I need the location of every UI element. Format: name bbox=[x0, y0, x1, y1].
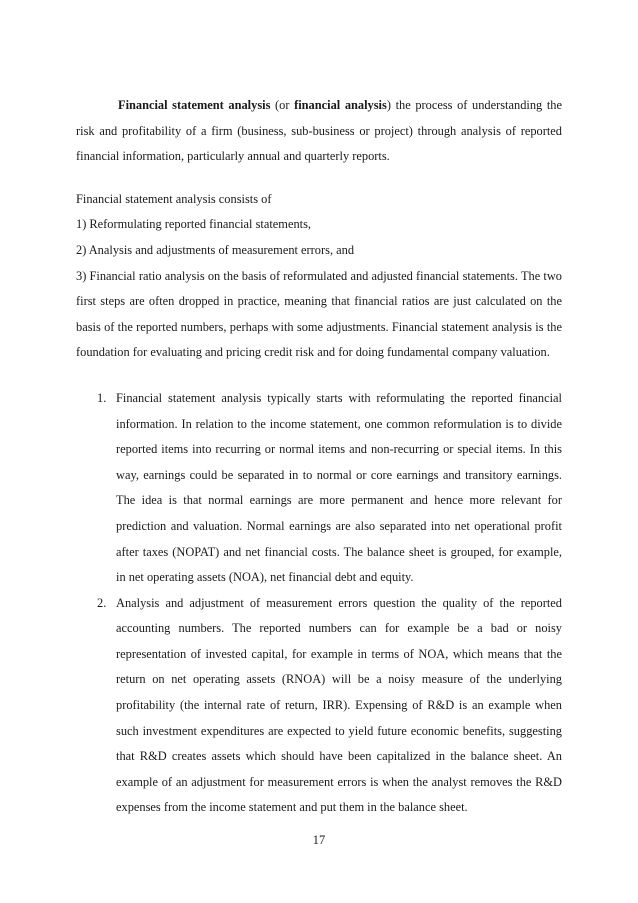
list-item-number: 1. bbox=[97, 390, 107, 405]
consists-item-1: 1) Reformulating reported financial statements, bbox=[76, 217, 311, 232]
intro-term: Financial statement analysis bbox=[118, 98, 271, 112]
page-number: 17 bbox=[312, 833, 326, 847]
intro-alt-term: financial analysis bbox=[294, 98, 387, 112]
list-item-text: Analysis and adjustment of measurement errors question the quality of the reported accounting numbers. The reported numbers can for example be a bad or noisy representation of invested capital, for example in terms of NOA, which means that the return on net operating assets (RNOA) will be a noisy measure of the underlying profitability (the internal rate of return, IRR). Expensing of R&D is an example when such investment expenditures are expected to yield future economic benefits, suggesting that R&D creates assets which should have been capitalized in the balance sheet. An example of an adjustment for measurement errors is when the analyst removes the R&D expenses from the income statement and put them in the balance sheet. bbox=[116, 595, 562, 815]
intro-rest: ) the process of understanding the risk and profitability of a firm (business, sub-business or project) through analysis of reported financial information, particularly annual and quarterly reports. bbox=[76, 98, 562, 164]
list-item-number: 2. bbox=[97, 595, 107, 610]
steps-list bbox=[76, 386, 562, 821]
list-item bbox=[97, 591, 562, 821]
intro-open-paren: (or bbox=[270, 98, 295, 112]
page-body bbox=[76, 93, 562, 821]
intro-paragraph bbox=[76, 93, 562, 170]
consists-item-3: 3) Financial ratio analysis on the basis of reformulated and adjusted financial statements. The two first steps are often dropped in practice, meaning that financial ratios are just calculated on the basis of the reported numbers, perhaps with some adjustments. Financial statement analysis is the foundation for evaluating and pricing credit risk and for doing fundamental company valuation. bbox=[76, 268, 562, 360]
consists-heading: Financial statement analysis consists of bbox=[76, 191, 272, 206]
consists-item-2: 2) Analysis and adjustments of measurement errors, and bbox=[76, 242, 355, 257]
list-item-text: Financial statement analysis typically starts with reformulating the reported financial information. In relation to the income statement, one common reformulation is to divide reported items into recurring or normal items and non-recurring or special items. In this way, earnings could be separated in to normal or core earnings and transitory earnings. The idea is that normal earnings are more permanent and hence more relevant for prediction and valuation. Normal earnings are also separated into net operational profit after taxes (NOPAT) and net financial costs. The balance sheet is grouped, for example, in net operating assets (NOA), net financial debt and equity. bbox=[116, 390, 562, 585]
list-item bbox=[97, 386, 562, 591]
